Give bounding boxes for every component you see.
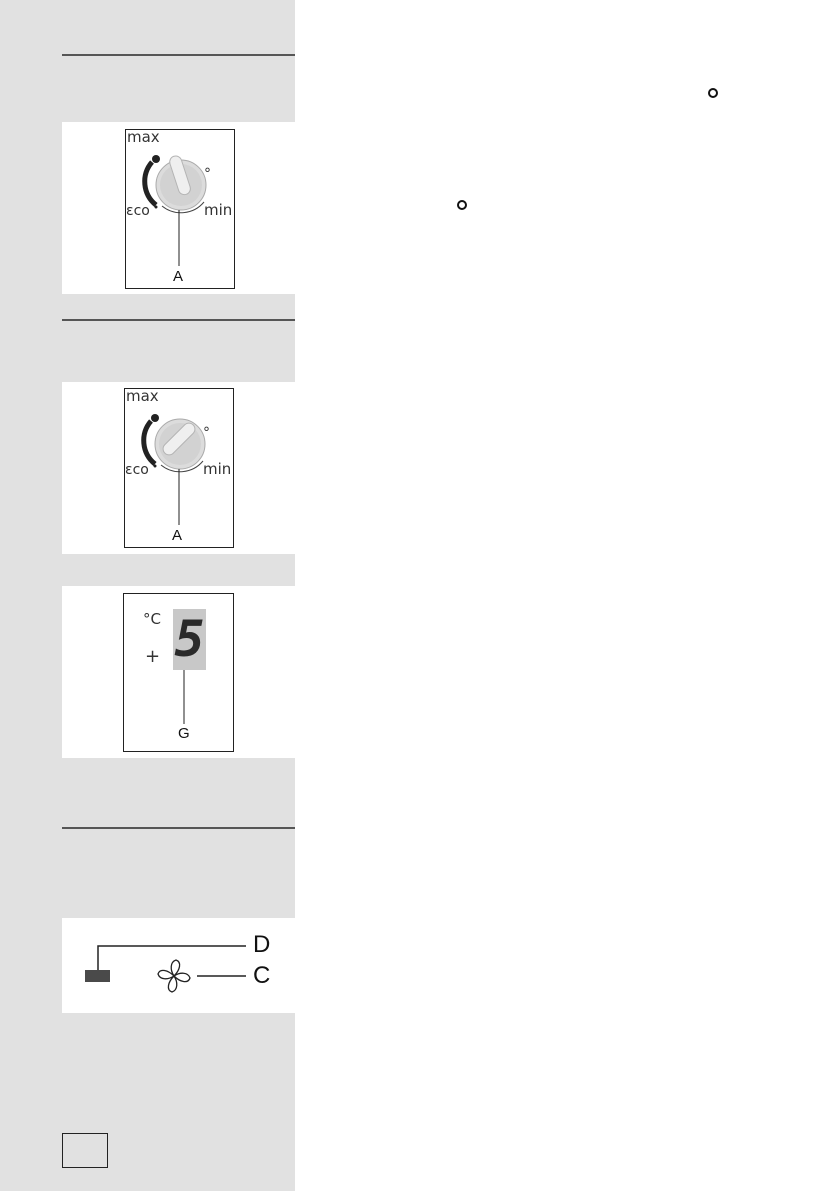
plus-sign: + (145, 646, 161, 667)
degree-symbol-1 (708, 88, 718, 98)
dial-min-label: min (203, 460, 232, 478)
section-rule-1 (62, 54, 295, 56)
dial-panel-2 (62, 382, 295, 554)
callout-a-1: A (173, 268, 184, 285)
dial-eco-label: εco (126, 203, 150, 219)
display-frame (123, 593, 234, 752)
display-digit: 5 (174, 610, 205, 668)
display-panel (62, 586, 295, 758)
fan-icon (158, 960, 190, 992)
dial-eco-label: εco (125, 462, 149, 478)
dial-degree-mark: ° (203, 425, 210, 441)
dial-frame-2 (124, 388, 234, 548)
celsius-label: °C (143, 610, 161, 628)
dial-max-label: max (126, 387, 159, 405)
callout-g: G (178, 725, 190, 742)
callout-c: C (253, 962, 271, 989)
indicator-panel (62, 918, 295, 1013)
dial-max-label: max (127, 128, 160, 146)
dial-frame-1 (125, 129, 235, 289)
dial-degree-mark: ° (204, 166, 211, 182)
page-number-box (62, 1133, 108, 1168)
section-rule-2 (62, 319, 295, 321)
dial-panel-1 (62, 122, 295, 294)
callout-a-2: A (172, 527, 183, 544)
degree-symbol-2 (457, 200, 467, 210)
section-rule-3 (62, 827, 295, 829)
dial-min-label: min (204, 201, 233, 219)
callout-d: D (253, 931, 271, 958)
